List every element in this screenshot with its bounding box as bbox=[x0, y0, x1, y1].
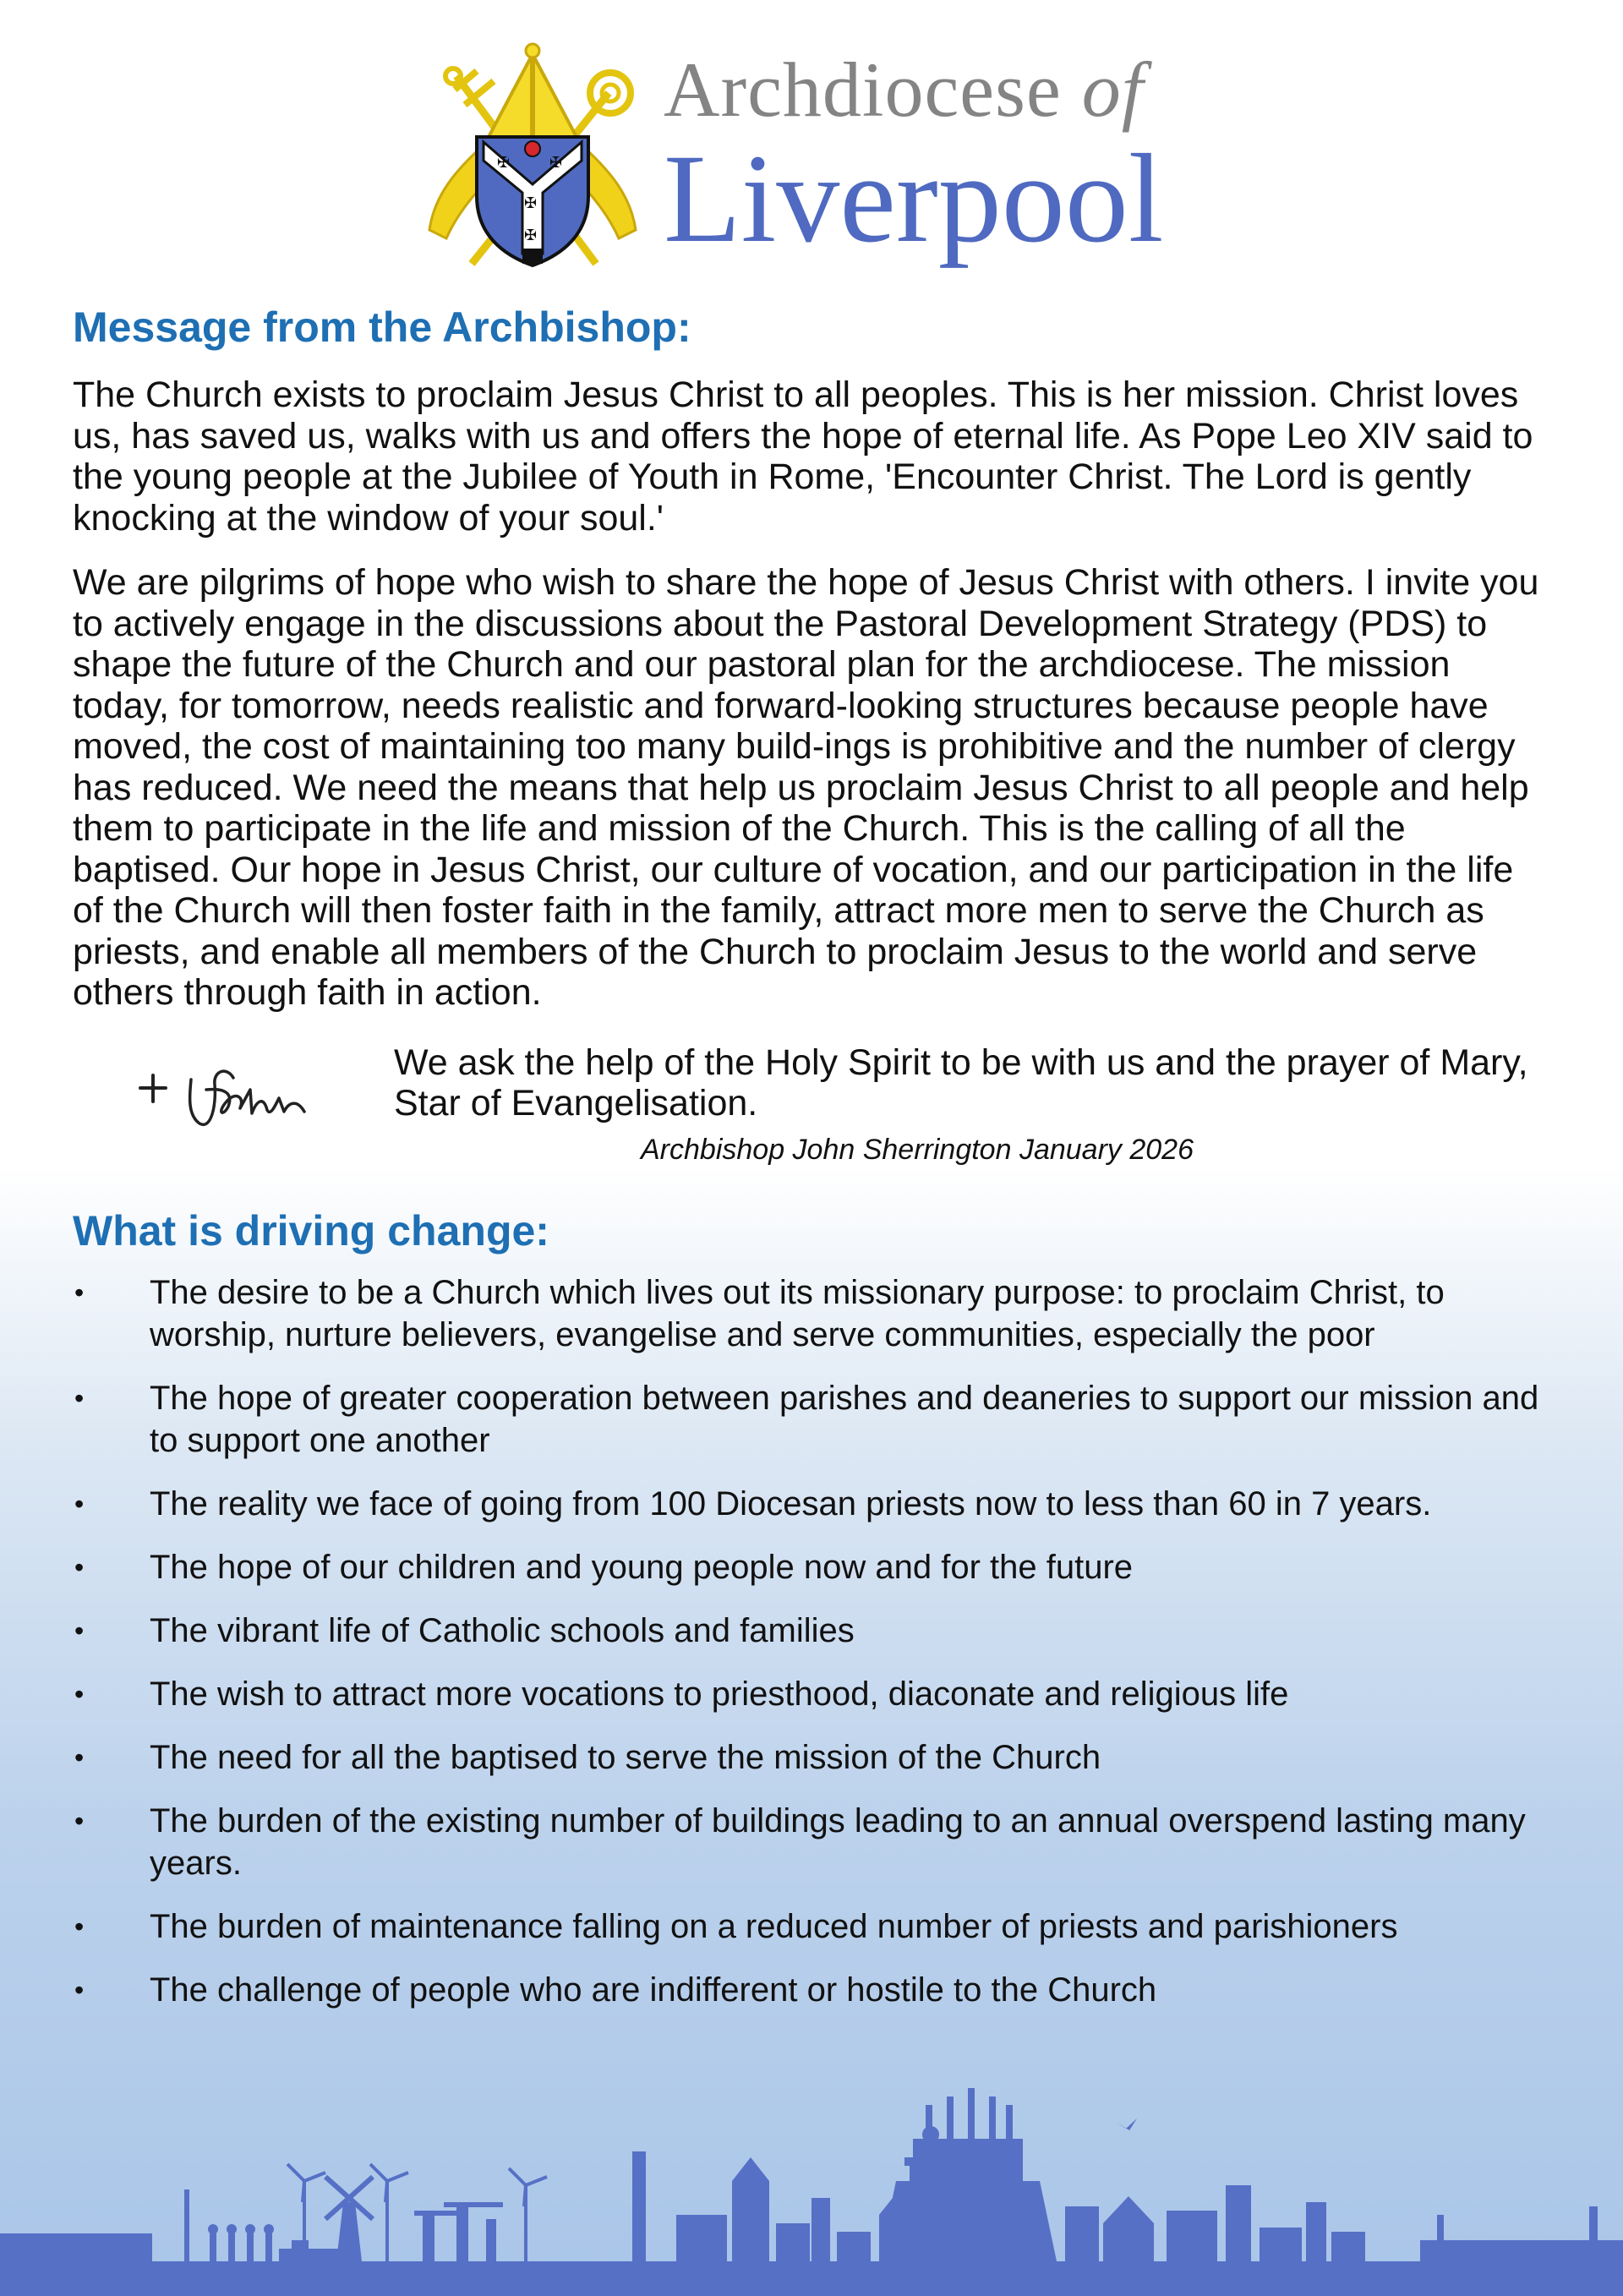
list-item-text: The hope of our children and young people now and for the future bbox=[150, 1548, 1134, 1586]
bullet-icon: • bbox=[74, 1382, 85, 1413]
archdiocese-crest-logo bbox=[423, 42, 642, 279]
list-item-text: The hope of greater cooperation between parishes and deaneries to support our mission and to support one another bbox=[150, 1379, 1539, 1459]
wordmark-liverpool: Liverpool bbox=[664, 128, 1164, 269]
wordmark-line-1 bbox=[664, 46, 1164, 133]
bullet-icon: • bbox=[74, 1488, 85, 1519]
driving-change-section bbox=[73, 1208, 1552, 2011]
list-item bbox=[73, 1673, 1552, 1715]
message-paragraph-2: We are pilgrims of hope who wish to share the hope of Jesus Christ with others. I invite you to actively engage in the discussions about the Pastoral Development Strategy (PDS) to shape the future of the Church and our pastoral plan for the archdiocese. The mission today, for tomorrow, needs realistic and forward-looking structures because people have moved, the cost of maintaining too many build-ings is prohibitive and the number of clergy has reduced. We need the means that help us proclaim Jesus Christ to all people and help them to participate in the life and mission of the Church. This is the calling of all the baptised. Our hope in Jesus Christ, our culture of vocation, and our participation in the life of the Church will then foster faith in the family, attract more men to serve the Church as priests, and enable all members of the Church to proclaim Jesus to the world and serve others through faith in action. bbox=[73, 562, 1539, 1013]
archdiocese-wordmark bbox=[664, 46, 1164, 269]
list-item bbox=[73, 1969, 1552, 2011]
header bbox=[0, 42, 1623, 279]
svg-text:✠: ✠ bbox=[524, 227, 538, 244]
bullet-icon: • bbox=[74, 1974, 85, 2005]
bullet-icon: • bbox=[74, 1805, 85, 1836]
list-item bbox=[73, 1800, 1552, 1884]
list-item bbox=[73, 1483, 1552, 1525]
list-item bbox=[73, 1377, 1552, 1462]
signature-caption: Archbishop John Sherrington January 2026 bbox=[641, 1133, 1194, 1166]
svg-text:✠: ✠ bbox=[549, 154, 563, 172]
bullet-icon: • bbox=[74, 1741, 85, 1773]
list-item-text: The wish to attract more vocations to priesthood, diaconate and religious life bbox=[150, 1675, 1289, 1713]
closing-prayer: We ask the help of the Holy Spirit to be with us and the prayer of Mary, Star of Evangelisation. bbox=[394, 1041, 1528, 1123]
bullet-icon: • bbox=[74, 1678, 85, 1709]
list-item-text: The need for all the baptised to serve the mission of the Church bbox=[150, 1738, 1101, 1776]
archbishop-signature bbox=[123, 1046, 377, 1139]
bullet-icon: • bbox=[74, 1276, 85, 1308]
driving-change-heading: What is driving change: bbox=[73, 1206, 549, 1255]
list-item bbox=[73, 1736, 1552, 1779]
bullet-icon: • bbox=[74, 1615, 85, 1646]
list-item-text: The vibrant life of Catholic schools and families bbox=[150, 1611, 855, 1649]
list-item bbox=[73, 1905, 1552, 1948]
bullet-icon: • bbox=[74, 1911, 85, 1942]
list-item bbox=[73, 1271, 1552, 1356]
list-item-text: The burden of the existing number of buildings leading to an annual overspend lasting many years. bbox=[150, 1801, 1526, 1882]
signature-block bbox=[73, 1042, 1552, 1178]
wordmark-archdiocese: Archdiocese bbox=[664, 46, 1062, 133]
list-item bbox=[73, 1610, 1552, 1652]
bullet-icon: • bbox=[74, 1551, 85, 1583]
message-heading: Message from the Archbishop: bbox=[73, 303, 691, 351]
list-item-text: The desire to be a Church which lives out its missionary purpose: to proclaim Christ, to worship, nurture believers, evangelise and serve communities, especially the poor bbox=[150, 1273, 1445, 1353]
driving-change-list bbox=[73, 1271, 1552, 2011]
message-paragraph-1: The Church exists to proclaim Jesus Christ to all peoples. This is her mission. Christ loves us, has saved us, walks with us and offers the hope of eternal life. As Pope Leo XIV said to the young people at the Jubilee of Youth in Rome, 'Encounter Christ. The Lord is gently knocking at the window of your soul.' bbox=[73, 374, 1533, 538]
list-item bbox=[73, 1546, 1552, 1588]
svg-text:✠: ✠ bbox=[524, 194, 538, 212]
main-content bbox=[73, 304, 1552, 2032]
list-item-text: The challenge of people who are indifferent or hostile to the Church bbox=[150, 1971, 1157, 2009]
svg-text:✠: ✠ bbox=[497, 154, 511, 172]
wordmark-of: of bbox=[1081, 46, 1145, 133]
list-item-text: The burden of maintenance falling on a reduced number of priests and parishioners bbox=[150, 1907, 1398, 1945]
liverpool-skyline-footer bbox=[0, 2088, 1623, 2296]
list-item-text: The reality we face of going from 100 Diocesan priests now to less than 60 in 7 years. bbox=[150, 1484, 1432, 1522]
